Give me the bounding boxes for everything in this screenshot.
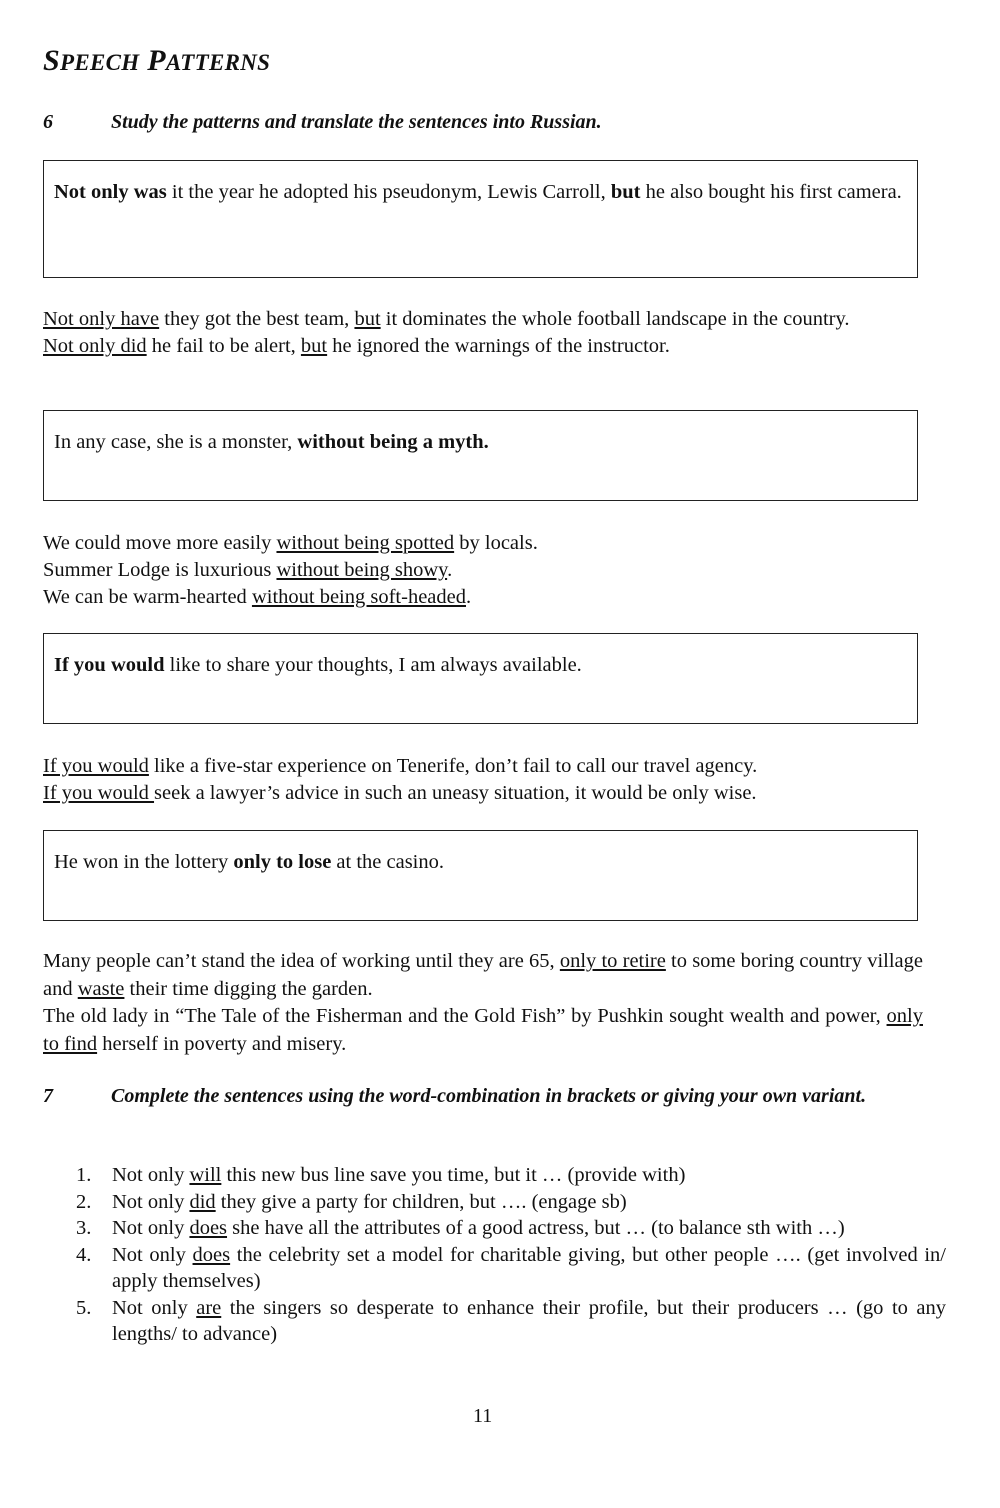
pattern-box-not-only bbox=[43, 160, 918, 278]
pattern-box-without-being bbox=[43, 410, 918, 501]
item-text: Not only did they give a party for children, but …. (engage sb) bbox=[112, 1190, 627, 1213]
list-item bbox=[76, 1242, 946, 1295]
example-sentence: Not only did he fail to be alert, but he ignored the warnings of the instructor. bbox=[43, 335, 670, 357]
pattern-box-if-you-would bbox=[43, 633, 918, 724]
examples-only-to bbox=[43, 948, 923, 1058]
exercise-7-list bbox=[76, 1162, 946, 1348]
page-title bbox=[43, 44, 270, 78]
example-sentence: Not only have they got the best team, but it dominates the whole football landscape in the country. bbox=[43, 308, 850, 330]
examples-without-being bbox=[43, 530, 923, 611]
title-cap-1: S bbox=[43, 44, 60, 77]
item-text: Not only will this new bus line save you time, but it … (provide with) bbox=[112, 1164, 686, 1186]
list-item bbox=[76, 1295, 946, 1348]
example-sentence: If you would seek a lawyer’s advice in such an uneasy situation, it would be only wise. bbox=[43, 782, 757, 804]
pattern-sentence: In any case, she is a monster, without being a myth. bbox=[54, 431, 489, 453]
item-number: 5. bbox=[76, 1296, 92, 1319]
examples-if-you-would bbox=[43, 753, 923, 807]
pattern-sentence: If you would like to share your thoughts, I am always available. bbox=[54, 654, 582, 676]
exercise-6-instruction: Study the patterns and translate the sentences into Russian. bbox=[111, 111, 602, 133]
item-number: 2. bbox=[76, 1190, 92, 1213]
example-sentence: We can be warm-hearted without being soft-headed. bbox=[43, 586, 472, 608]
pattern-sentence: He won in the lottery only to lose at the casino. bbox=[54, 851, 445, 873]
example-sentence: Many people can’t stand the idea of working until they are 65, only to retire to some boring country village and waste their time digging the garden. bbox=[43, 950, 923, 1000]
title-cap-2: P bbox=[147, 44, 166, 77]
exercise-7-instruction: Complete the sentences using the word-combination in brackets or giving your own variant. bbox=[111, 1085, 867, 1107]
examples-not-only bbox=[43, 306, 923, 360]
example-sentence: The old lady in “The Tale of the Fisherman and the Gold Fish” by Pushkin sought wealth and power, only to find herself in poverty and misery. bbox=[43, 1005, 923, 1055]
item-number: 3. bbox=[76, 1217, 92, 1239]
title-rest-1: PEECH bbox=[60, 50, 140, 75]
example-sentence: If you would like a five-star experience on Tenerife, don’t fail to call our travel agency. bbox=[43, 755, 758, 777]
exercise-6-number: 6 bbox=[43, 111, 53, 133]
example-sentence: We could move more easily without being spotted by locals. bbox=[43, 532, 538, 554]
page-number: 11 bbox=[473, 1405, 493, 1427]
title-rest-2: ATTERNS bbox=[165, 50, 271, 75]
item-text: Not only does she have all the attributes of a good actress, but … (to balance sth with …) bbox=[112, 1217, 845, 1239]
exercise-7-number: 7 bbox=[43, 1085, 53, 1107]
item-text: Not only are the singers so desperate to enhance their profile, but their producers … (go to any lengths/ to advance) bbox=[112, 1296, 946, 1345]
list-item bbox=[76, 1162, 946, 1189]
list-item bbox=[76, 1215, 946, 1242]
pattern-sentence: Not only was it the year he adopted his pseudonym, Lewis Carroll, but he also bought his first camera. bbox=[54, 181, 902, 203]
item-number: 4. bbox=[76, 1243, 92, 1266]
list-item bbox=[76, 1189, 946, 1216]
item-number: 1. bbox=[76, 1164, 92, 1186]
exercise-7-heading bbox=[43, 1083, 923, 1110]
item-text: Not only does the celebrity set a model for charitable giving, but other people …. (get involved in/ apply themselves) bbox=[112, 1243, 946, 1292]
exercise-6-heading bbox=[43, 111, 602, 134]
example-sentence: Summer Lodge is luxurious without being showy. bbox=[43, 559, 453, 581]
pattern-box-only-to bbox=[43, 830, 918, 921]
